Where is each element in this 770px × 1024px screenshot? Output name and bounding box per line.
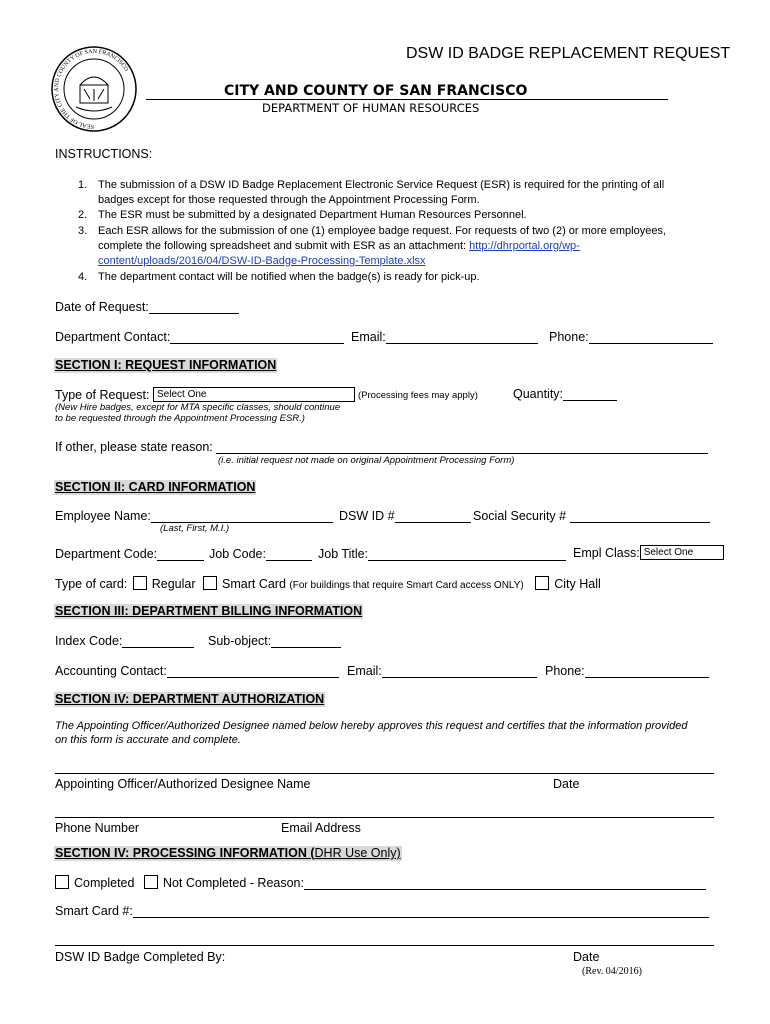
instruction-line: Each ESR allows for the submission of one (1) employee badge request. For requests of two (2) or more employees, xyxy=(98,225,666,237)
subobject-row xyxy=(208,634,341,648)
acct-phone-label: Phone: xyxy=(545,664,585,678)
authorization-statement: The Appointing Officer/Authorized Designee named below hereby approves this request and certifies that the information provided xyxy=(55,720,688,732)
city-hall-checkbox[interactable] xyxy=(535,576,549,590)
new-hire-note: (New Hire badges, except for MTA specific classes, should continue xyxy=(55,402,341,413)
regular-checkbox[interactable] xyxy=(133,576,147,590)
job-title-label: Job Title: xyxy=(318,547,369,561)
not-completed-checkbox[interactable] xyxy=(144,875,158,889)
org-name: CITY AND COUNTY OF SAN FRANCISCO xyxy=(224,83,528,99)
section-4-title: SECTION IV: DEPARTMENT AUTHORIZATION xyxy=(55,692,325,706)
job-code-row xyxy=(209,547,312,561)
processing-row xyxy=(55,875,706,890)
instruction-num: 2. xyxy=(78,209,88,221)
phone-row xyxy=(549,330,713,344)
city-hall-label: City Hall xyxy=(554,577,601,591)
fees-note: (Processing fees may apply) xyxy=(358,390,478,401)
seal-text: SEAL OF THE CITY AND COUNTY OF SAN FRANCISCO xyxy=(54,48,130,130)
index-code-field[interactable] xyxy=(122,634,194,648)
ssn-label: Social Security # xyxy=(473,509,567,523)
section-5-title xyxy=(54,846,402,861)
completed-label: Completed xyxy=(74,876,135,890)
other-reason-label: If other, please state reason: xyxy=(55,440,213,454)
officer-phone-label: Phone Number xyxy=(55,821,140,835)
instruction-num: 3. xyxy=(78,225,88,237)
employee-row xyxy=(55,509,333,523)
dept-code-field[interactable] xyxy=(157,547,204,561)
template-link[interactable]: http://dhrportal.org/wp- xyxy=(469,240,580,252)
index-code-row xyxy=(55,634,194,648)
instruction-line: The submission of a DSW ID Badge Replacement Electronic Service Request (ESR) is required for the printing of all xyxy=(98,179,665,191)
employee-name-note: (Last, First, M.I.) xyxy=(160,523,230,534)
request-type-select[interactable]: Select One xyxy=(153,387,355,402)
instructions-heading: INSTRUCTIONS: xyxy=(55,147,153,161)
dswid-label: DSW ID # xyxy=(339,509,395,523)
dept-name: DEPARTMENT OF HUMAN RESOURCES xyxy=(262,101,480,115)
phone-label: Phone: xyxy=(549,330,589,344)
instruction-line: badges except for those requested through the Appointment Processing Form. xyxy=(98,194,480,206)
date-row xyxy=(55,300,239,314)
job-code-field[interactable] xyxy=(266,547,312,561)
regular-label: Regular xyxy=(151,577,196,591)
contact-row xyxy=(55,330,344,344)
phone-field[interactable] xyxy=(589,330,713,344)
dept-code-row xyxy=(55,547,204,561)
employee-name-label: Employee Name: xyxy=(55,509,151,523)
request-type-row xyxy=(55,387,355,402)
new-hire-note-cont: to be requested through the Appointment Processing ESR.) xyxy=(55,413,305,424)
other-reason-field[interactable] xyxy=(216,440,708,454)
officer-signature-line[interactable] xyxy=(55,773,714,774)
instruction-num: 4. xyxy=(78,271,88,283)
city-seal-icon xyxy=(50,45,138,133)
card-type-row xyxy=(55,576,601,591)
acct-phone-row xyxy=(545,664,709,678)
section-5-title-suffix: DHR Use Only) xyxy=(314,846,401,860)
completed-date-label: Date xyxy=(573,950,600,964)
header-rule xyxy=(146,99,668,100)
smart-card-checkbox[interactable] xyxy=(203,576,217,590)
instruction-line: complete the following spreadsheet and submit with ESR as an attachment: xyxy=(98,240,470,252)
index-code-label: Index Code: xyxy=(55,634,123,648)
employee-name-field[interactable] xyxy=(151,509,333,523)
dept-code-label: Department Code: xyxy=(55,547,158,561)
job-code-label: Job Code: xyxy=(209,547,266,561)
other-reason-note: (i.e. initial request not made on original Appointment Processing Form) xyxy=(218,455,515,466)
form-title: DSW ID BADGE REPLACEMENT REQUEST xyxy=(406,45,731,62)
smart-card-label: Smart Card xyxy=(222,577,286,591)
dswid-field[interactable] xyxy=(395,509,471,523)
quantity-field[interactable] xyxy=(563,390,617,401)
email-label: Email: xyxy=(351,330,386,344)
smart-card-number-field[interactable] xyxy=(133,904,709,918)
completed-checkbox[interactable] xyxy=(55,875,69,889)
instruction-num: 1. xyxy=(78,179,88,191)
smart-card-number-label: Smart Card #: xyxy=(55,904,133,918)
acct-phone-field[interactable] xyxy=(585,664,709,678)
not-completed-label: Not Completed - Reason: xyxy=(162,876,304,890)
smart-card-number-row xyxy=(55,904,709,918)
completed-by-line[interactable] xyxy=(55,945,714,946)
acct-contact-field[interactable] xyxy=(167,664,339,678)
empl-class-row xyxy=(573,545,724,560)
request-type-label: Type of Request: xyxy=(55,388,150,402)
dept-contact-field[interactable] xyxy=(170,330,344,344)
officer-date-label: Date xyxy=(553,777,580,791)
section-1-title: SECTION I: REQUEST INFORMATION xyxy=(55,358,277,372)
empl-class-select[interactable]: Select One xyxy=(640,545,724,560)
officer-email-label: Email Address xyxy=(281,821,361,835)
acct-contact-label: Accounting Contact: xyxy=(55,664,167,678)
ssn-row xyxy=(473,509,710,523)
instruction-item-2 xyxy=(78,208,527,223)
section-3-title: SECTION III: DEPARTMENT BILLING INFORMATION xyxy=(55,604,363,618)
section-2-title: SECTION II: CARD INFORMATION xyxy=(55,480,256,494)
officer-contact-line[interactable] xyxy=(55,817,714,818)
date-label: Date of Request: xyxy=(55,300,149,314)
quantity-label: Quantity: xyxy=(513,387,564,401)
template-link-cont[interactable]: content/uploads/2016/04/DSW-ID-Badge-Processing-Template.xlsx xyxy=(98,255,426,267)
authorization-statement-cont: on this form is accurate and complete. xyxy=(55,734,241,746)
instruction-line: The ESR must be submitted by a designated Department Human Resources Personnel. xyxy=(98,209,527,221)
email-field[interactable] xyxy=(386,330,538,344)
job-title-row xyxy=(318,547,566,561)
subobject-field[interactable] xyxy=(271,634,341,648)
instruction-line: The department contact will be notified when the badge(s) is ready for pick-up. xyxy=(98,271,480,283)
ssn-field[interactable] xyxy=(570,509,710,523)
instruction-item-1 xyxy=(78,178,665,208)
acct-email-label: Email: xyxy=(347,664,382,678)
acct-email-field[interactable] xyxy=(382,664,537,678)
empl-class-label: Empl Class: xyxy=(573,546,640,560)
not-completed-reason-field[interactable] xyxy=(304,876,706,890)
subobject-label: Sub-object: xyxy=(208,634,272,648)
quantity-row xyxy=(513,387,617,401)
date-field[interactable] xyxy=(149,300,239,314)
other-reason-row xyxy=(55,440,708,454)
acct-contact-row xyxy=(55,664,339,678)
job-title-field[interactable] xyxy=(368,547,566,561)
dept-contact-label: Department Contact: xyxy=(55,330,171,344)
instruction-item-4 xyxy=(78,270,480,285)
completed-by-label: DSW ID Badge Completed By: xyxy=(55,950,226,964)
instruction-item-3 xyxy=(78,224,666,269)
section-5-title-main: SECTION IV: PROCESSING INFORMATION ( xyxy=(55,846,315,860)
revision-note: (Rev. 04/2016) xyxy=(582,966,642,977)
email-row xyxy=(351,330,538,344)
svg-text:SEAL OF THE CITY AND COUNTY OF xyxy=(54,49,129,129)
acct-email-row xyxy=(347,664,537,678)
dswid-row xyxy=(339,509,471,523)
card-type-label: Type of card: xyxy=(55,577,128,591)
officer-name-label: Appointing Officer/Authorized Designee Name xyxy=(55,777,311,791)
smart-card-note: (For buildings that require Smart Card access ONLY) xyxy=(289,580,524,591)
